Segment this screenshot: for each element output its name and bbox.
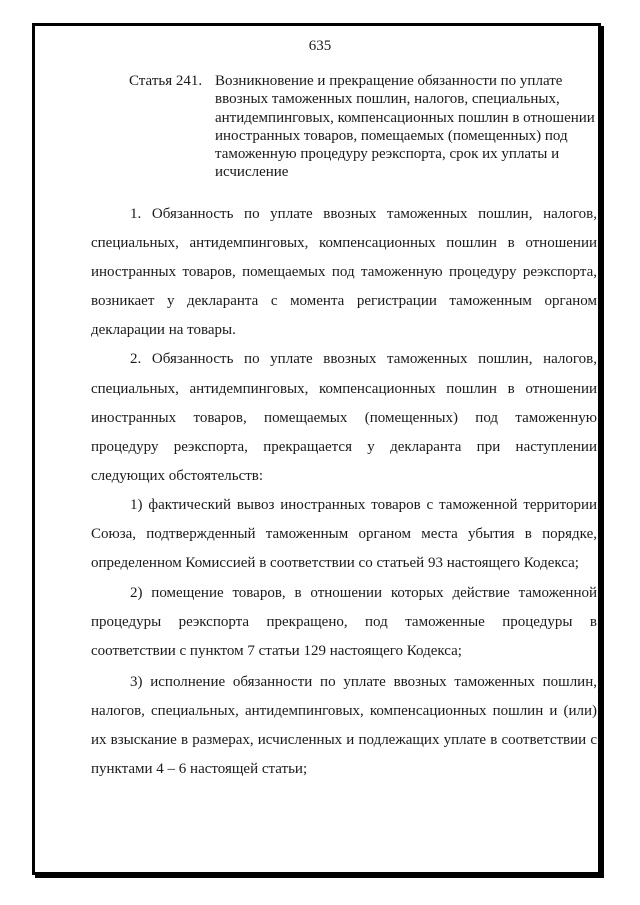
- page-number: 635: [308, 38, 332, 54]
- article-number: Статья 241.: [129, 73, 203, 89]
- article-body: [91, 200, 597, 784]
- subitem-2: 2) помещение товаров, в отношении которых действие таможенной процедуры реэкспорта прекращено, под таможенные процедуры в соответствии с пунктом 7 статьи 129 настоящего Кодекса;: [91, 585, 597, 660]
- subitem-1: 1) фактический вывоз иностранных товаров с таможенной территории Союза, подтвержденный таможенным органом места убытия в порядке, определенном Комиссией в соответствии со статьей 93 настоящего Кодекса;: [91, 496, 597, 572]
- article-title: Возникновение и прекращение обязанности по уплате ввозных таможенных пошлин, налогов, специальных, антидемпинговых, компенсационных пошлин в отношении иностранных товаров, помещаемых (помещенных) под таможенную процедуру реэкспорта, срок их уплаты и исчисление: [215, 73, 595, 181]
- paragraph-2: 2. Обязанность по уплате ввозных таможенных пошлин, налогов, специальных, антидемпинговых, компенсационных пошлин в отношении иностранных товаров, помещаемых (помещенных) под таможенную процедуру реэкспорта, прекращается у декларанта при наступлении следующих обстоятельств:: [91, 351, 597, 484]
- paragraph-1: 1. Обязанность по уплате ввозных таможенных пошлин, налогов, специальных, антидемпинговых, компенсационных пошлин в отношении иностранных товаров, помещаемых под таможенную процедуру реэкспорта, возникает у декларанта с момента регистрации таможенным органом декларации на товары.: [91, 206, 597, 339]
- article-heading: [129, 72, 599, 182]
- subitem-3: 3) исполнение обязанности по уплате ввозных таможенных пошлин, налогов, специальных, антидемпинговых, компенсационных пошлин и (или) их взыскание в размерах, исчисленных и подлежащих уплате в соответствии с пунктами 4 – 6 настоящей статьи;: [91, 673, 597, 777]
